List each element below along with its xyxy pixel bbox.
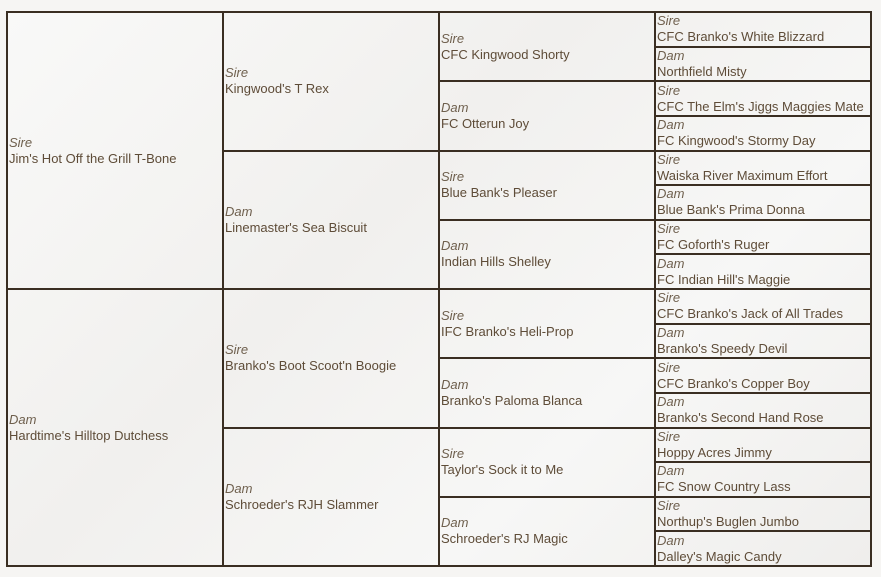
gen3-cell <box>439 358 655 427</box>
dog-name: Branko's Boot Scoot'n Boogie <box>225 358 397 374</box>
gen4-cell <box>655 531 871 566</box>
role-label: Dam <box>441 99 469 115</box>
gen4-cell <box>655 393 871 428</box>
dog-name: Branko's Paloma Blanca <box>441 392 583 408</box>
dog-name: FC Indian Hill's Maggie <box>657 271 791 287</box>
gen3-cell <box>439 151 655 220</box>
gen4-cell <box>655 151 871 186</box>
gen4-cell <box>655 497 871 532</box>
gen4-cell <box>655 324 871 359</box>
dog-name: Branko's Second Hand Rose <box>657 410 824 426</box>
dog-name: Linemaster's Sea Biscuit <box>225 219 367 235</box>
dog-name: FC Kingwood's Stormy Day <box>657 133 816 149</box>
role-label: Sire <box>441 169 465 185</box>
dog-name: CFC Branko's White Blizzard <box>657 29 825 45</box>
role-label: Dam <box>657 117 685 133</box>
role-label: Sire <box>657 82 681 98</box>
dog-name: Waiska River Maximum Effort <box>657 167 828 183</box>
role-label: Dam <box>657 255 685 271</box>
gen4-cell <box>655 462 871 497</box>
gen4-cell <box>655 47 871 82</box>
gen4-cell <box>655 254 871 289</box>
role-label: Dam <box>225 203 253 219</box>
gen2-cell <box>223 12 439 151</box>
role-label: Dam <box>657 324 685 340</box>
role-label: Dam <box>225 480 253 496</box>
role-label: Sire <box>657 428 681 444</box>
role-label: Sire <box>441 446 465 462</box>
role-label: Dam <box>657 463 685 479</box>
gen4-cell <box>655 289 871 324</box>
dog-name: Dalley's Magic Candy <box>657 548 782 564</box>
dog-name: Schroeder's RJH Slammer <box>225 496 379 512</box>
dog-name: CFC The Elm's Jiggs Maggies Mate <box>657 98 864 114</box>
role-label: Sire <box>657 13 681 29</box>
role-label: Sire <box>657 359 681 375</box>
dog-name: CFC Branko's Copper Boy <box>657 375 810 391</box>
dog-name: Indian Hills Shelley <box>441 254 551 270</box>
gen4-cell <box>655 358 871 393</box>
role-label: Sire <box>657 151 681 167</box>
dog-name: Schroeder's RJ Magic <box>441 531 568 547</box>
dog-name: CFC Kingwood Shorty <box>441 46 570 62</box>
dog-name: Northfield Misty <box>657 63 747 79</box>
dog-name: Hardtime's Hilltop Dutchess <box>9 427 169 443</box>
pedigree-table <box>6 11 872 567</box>
role-label: Dam <box>657 532 685 548</box>
role-label: Dam <box>657 394 685 410</box>
gen4-cell <box>655 116 871 151</box>
gen4-cell <box>655 220 871 255</box>
gen3-cell <box>439 497 655 566</box>
gen4-cell <box>655 81 871 116</box>
gen1-sire-cell <box>7 12 223 289</box>
dog-name: Branko's Speedy Devil <box>657 340 788 356</box>
role-label: Sire <box>657 290 681 306</box>
dog-name: Hoppy Acres Jimmy <box>657 444 772 460</box>
dog-name: Kingwood's T Rex <box>225 81 329 97</box>
dog-name: IFC Branko's Heli-Prop <box>441 323 574 339</box>
gen4-cell <box>655 12 871 47</box>
dog-name: Blue Bank's Prima Donna <box>657 202 805 218</box>
role-label: Dam <box>9 411 37 427</box>
dog-name: Taylor's Sock it to Me <box>441 462 564 478</box>
dog-name: Northup's Buglen Jumbo <box>657 514 799 530</box>
role-label: Sire <box>9 134 33 150</box>
gen3-cell <box>439 289 655 358</box>
gen2-cell <box>223 289 439 428</box>
dog-name: CFC Branko's Jack of All Trades <box>657 306 843 322</box>
gen4-cell <box>655 428 871 463</box>
gen2-cell <box>223 428 439 567</box>
role-label: Sire <box>225 342 249 358</box>
role-label: Sire <box>441 307 465 323</box>
gen3-cell <box>439 428 655 497</box>
role-label: Dam <box>441 376 469 392</box>
dog-name: Blue Bank's Pleaser <box>441 185 557 201</box>
role-label: Sire <box>225 65 249 81</box>
role-label: Sire <box>441 30 465 46</box>
dog-name: FC Goforth's Ruger <box>657 237 770 253</box>
role-label: Dam <box>657 186 685 202</box>
gen3-cell <box>439 220 655 289</box>
gen3-cell <box>439 81 655 150</box>
gen4-cell <box>655 185 871 220</box>
role-label: Sire <box>657 221 681 237</box>
dog-name: FC Otterun Joy <box>441 115 530 131</box>
gen2-cell <box>223 151 439 290</box>
gen1-dam-cell <box>7 289 223 566</box>
gen3-cell <box>439 12 655 81</box>
role-label: Dam <box>441 515 469 531</box>
dog-name: FC Snow Country Lass <box>657 479 791 495</box>
role-label: Sire <box>657 498 681 514</box>
role-label: Dam <box>441 238 469 254</box>
role-label: Dam <box>657 47 685 63</box>
dog-name: Jim's Hot Off the Grill T-Bone <box>9 150 177 166</box>
